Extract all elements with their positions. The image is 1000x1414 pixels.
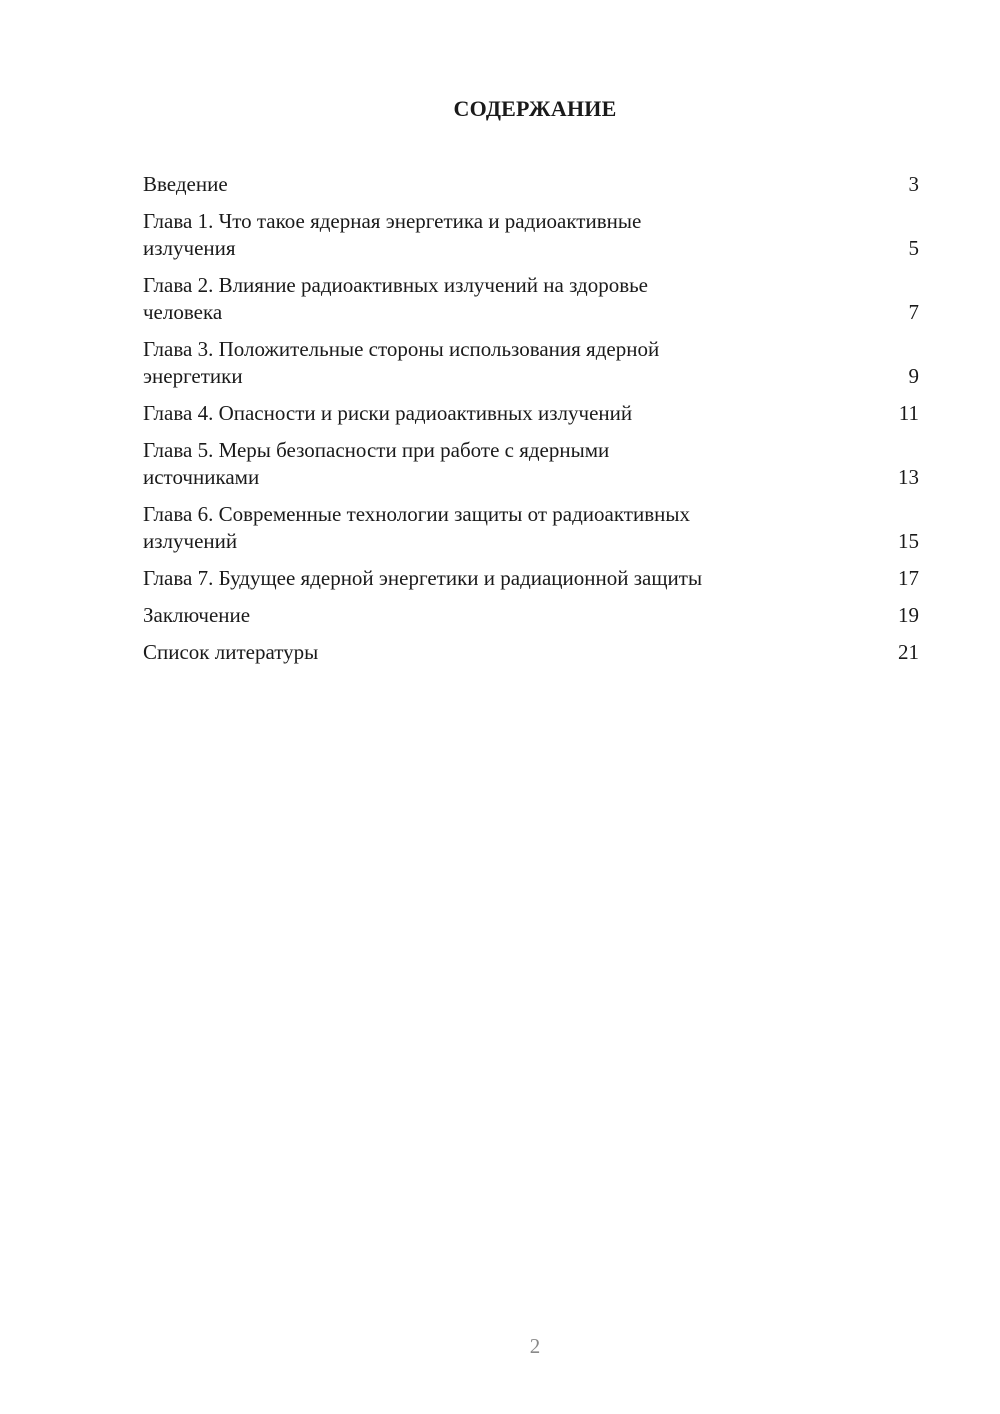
toc-entry[interactable]	[143, 336, 919, 390]
toc-entry-title: Заключение	[143, 603, 251, 627]
toc-entry-title: Глава 6. Современные технологии защиты от радиоактивных излучений	[143, 502, 690, 553]
page-number: 2	[529, 1334, 541, 1358]
toc-entry-title: Список литературы	[143, 640, 319, 664]
toc-entry-title: Глава 3. Положительные стороны использования ядерной энергетики	[143, 337, 660, 388]
toc-entry-page: 7	[908, 300, 919, 324]
toc-entry-page: 9	[908, 364, 919, 388]
toc-entry[interactable]	[143, 501, 919, 555]
toc-entry-title: Глава 2. Влияние радиоактивных излучений на здоровье человека	[143, 273, 649, 324]
toc-entry[interactable]	[143, 602, 919, 629]
toc-entry-page: 3	[908, 172, 919, 196]
toc-entry[interactable]	[143, 400, 919, 427]
toc-entry-title: Глава 5. Меры безопасности при работе с ядерными источниками	[143, 438, 610, 489]
toc-entry-page: 5	[908, 236, 919, 260]
toc-entry-page: 19	[898, 603, 919, 627]
toc-entry[interactable]	[143, 565, 919, 592]
toc-entry[interactable]	[143, 208, 919, 262]
toc-entry-page: 17	[898, 566, 919, 590]
page-title: СОДЕРЖАНИЕ	[453, 96, 617, 121]
toc-entry-title: Глава 1. Что такое ядерная энергетика и радиоактивные излучения	[143, 209, 642, 260]
toc-entry-title: Глава 4. Опасности и риски радиоактивных излучений	[143, 401, 633, 425]
toc-entry[interactable]	[143, 272, 919, 326]
toc-entry[interactable]	[143, 171, 919, 198]
toc-entry[interactable]	[143, 437, 919, 491]
toc-entry[interactable]	[143, 639, 919, 666]
toc-entry-title: Введение	[143, 172, 228, 196]
table-of-contents	[143, 171, 919, 676]
toc-entry-page: 21	[898, 640, 919, 664]
toc-entry-title: Глава 7. Будущее ядерной энергетики и радиационной защиты	[143, 566, 703, 590]
toc-entry-page: 11	[898, 401, 919, 425]
toc-entry-page: 13	[898, 465, 919, 489]
toc-entry-page: 15	[898, 529, 919, 553]
